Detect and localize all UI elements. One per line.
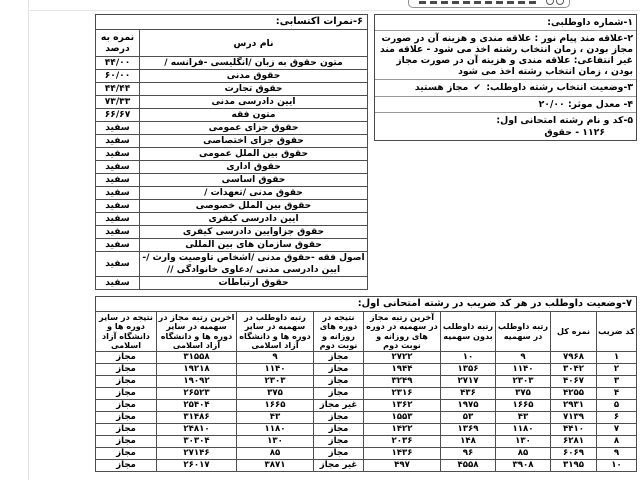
table-cell: ۱۹۰۹۲: [157, 376, 237, 388]
column-header: اخرین رتبه مجاز در سهمیه در سایر دوره ها و دانشگاه آزاد اسلامی: [157, 312, 237, 352]
candidate-number-label: ۱-شماره داوطلبی:: [547, 17, 633, 28]
column-header: رتبه داوطلب در سهمیه در سایر دوره ها و دانشگاه آزاد اسلامی: [237, 312, 314, 352]
table-cell: ۵۳: [441, 412, 496, 424]
table-cell: ۱۳۶۲: [364, 400, 441, 412]
table-cell: مجاز: [96, 412, 157, 424]
clipped-text-remnant: [419, 1, 539, 4]
table-cell: مجاز: [314, 412, 364, 424]
table-row: [96, 122, 368, 135]
table-cell: ۷۹۶۸: [551, 352, 597, 364]
coef-section-title: ۷-وضعیت داوطلب در هر کد ضریب در رشته امتحانی اول:: [95, 296, 637, 311]
table-cell: ۳۷۵: [237, 388, 314, 400]
table-cell: ۸: [597, 436, 637, 448]
table-cell: ۶۶/۶۷: [96, 109, 140, 122]
table-row: [96, 448, 637, 460]
table-cell: ۲۷۱۴۶: [157, 448, 237, 460]
table-cell: ۴۳: [237, 412, 314, 424]
table-cell: ۴۴/۰۰: [96, 57, 140, 70]
table-cell: ۲۳۰۳: [237, 376, 314, 388]
table-cell: ۴: [597, 388, 637, 400]
column-header: نمره به درصد: [96, 30, 140, 57]
table-cell: ۴۳۶: [441, 388, 496, 400]
table-cell: حقوق جزای عمومی: [140, 122, 368, 135]
table-cell: ۵: [597, 400, 637, 412]
table-row: [96, 376, 637, 388]
table-cell: مجاز: [314, 352, 364, 364]
table-cell: سفید: [96, 239, 140, 252]
table-cell: مجاز: [314, 424, 364, 436]
table-cell: ۱۳۶۹: [441, 424, 496, 436]
table-cell: سفید: [96, 213, 140, 226]
table-row: [96, 436, 637, 448]
table-cell: ۴۲۵۵: [551, 388, 597, 400]
table-cell: ۲۴۸۱۰: [157, 424, 237, 436]
first-field-row: [375, 112, 636, 140]
column-header: نمره کل: [551, 312, 597, 352]
table-cell: حقوق جزای اختصاصی: [140, 135, 368, 148]
table-cell: ۳۱۹۵: [551, 460, 597, 472]
table-row: [96, 57, 368, 70]
table-cell: سفید: [96, 252, 140, 277]
table-cell: ۲۳۱۶: [364, 388, 441, 400]
table-cell: ۷۱۳۹: [551, 412, 597, 424]
table-cell: ۱۳۵۶: [441, 364, 496, 376]
table-cell: ۱۹۷۵: [441, 400, 496, 412]
table-row: [96, 252, 368, 277]
gpa-row: ۴- معدل موثر: ۲۰/۰۰: [375, 96, 636, 112]
table-cell: ۲۷۱۷: [441, 376, 496, 388]
table-cell: ۳۰۴۲: [551, 364, 597, 376]
table-cell: ۲۶۵۲۳: [157, 388, 237, 400]
table-cell: مجاز: [314, 436, 364, 448]
table-cell: حقوق بین الملل عمومی: [140, 148, 368, 161]
table-row: [96, 213, 368, 226]
selection-status-row: [375, 79, 636, 96]
coef-table-body: [96, 352, 637, 472]
table-cell: حقوق تجارت: [140, 83, 368, 96]
scores-section: [95, 14, 368, 290]
table-cell: ایین دادرسی مدنی: [140, 96, 368, 109]
table-cell: ۱: [597, 352, 637, 364]
table-cell: ۳۱۵۵۸: [157, 352, 237, 364]
column-header: آخرین رتبه مجاز در سهمیه در دوره های روزانه و نوبت دوم: [364, 312, 441, 352]
table-row: [96, 277, 368, 290]
first-field-value: ۱۱۲۶ - حقوق: [544, 127, 605, 138]
table-row: [96, 161, 368, 174]
table-cell: مجاز: [96, 400, 157, 412]
table-row: [96, 70, 368, 83]
table-cell: ۲۶۰۱۷: [157, 460, 237, 472]
table-cell: حقوق بین الملل خصوصی: [140, 200, 368, 213]
table-cell: ۴۴/۴۴: [96, 83, 140, 96]
table-cell: ۱۰: [441, 352, 496, 364]
coef-header-row: [96, 312, 637, 352]
table-cell: مجاز: [314, 448, 364, 460]
info-panel: [374, 14, 637, 141]
table-cell: سفید: [96, 174, 140, 187]
table-row: [96, 109, 368, 122]
table-cell: ۱۴۲۲: [364, 424, 441, 436]
table-row: [96, 226, 368, 239]
table-cell: ۱۴۸: [441, 436, 496, 448]
table-row: [96, 83, 368, 96]
table-cell: سفید: [96, 135, 140, 148]
table-cell: ۴۹۷: [364, 460, 441, 472]
table-cell: ۲۵۴۰۴: [157, 400, 237, 412]
table-row: [96, 174, 368, 187]
table-cell: سفید: [96, 122, 140, 135]
table-cell: ۲۰۳۶: [364, 436, 441, 448]
table-cell: ایین دادرسی کیفری: [140, 213, 368, 226]
clipped-icon: [546, 0, 554, 5]
table-cell: ۴۰۶۷: [551, 376, 597, 388]
table-cell: ۳: [597, 376, 637, 388]
table-cell: غیر مجاز: [314, 460, 364, 472]
table-cell: ۳۸۷۱: [237, 460, 314, 472]
table-cell: ۹: [237, 352, 314, 364]
table-cell: مجاز: [96, 352, 157, 364]
table-cell: ۳۷۵: [496, 388, 551, 400]
table-cell: مجاز: [96, 376, 157, 388]
table-row: [96, 96, 368, 109]
table-cell: ۱۱۴۰: [496, 364, 551, 376]
table-cell: حقوق مدنی: [140, 70, 368, 83]
table-cell: ۱۴۳۶: [364, 448, 441, 460]
table-cell: ۱۶۶۵: [496, 400, 551, 412]
table-cell: ۱۹۴۴: [364, 364, 441, 376]
table-cell: سفید: [96, 226, 140, 239]
clipped-icon: [556, 0, 564, 5]
coef-section: [95, 296, 637, 472]
column-header: نام درس: [140, 30, 368, 57]
selection-status-value: مجاز هستید: [414, 82, 469, 93]
interest-note: ۲-علاقه مند پیام نور : علاقه مندی و هزینه آن در صورت مجاز بودن ، زمان انتخاب رشته اخذ می شود - علاقه مند غیر انتفاعی: علاقه مندی و هزینه آن در صورت مجاز بودن ، زمان انتخاب رشته اخذ می شود: [375, 30, 636, 79]
candidate-number-row: [375, 15, 636, 30]
scores-table-body: [96, 57, 368, 290]
table-cell: مجاز: [96, 448, 157, 460]
table-cell: سفید: [96, 148, 140, 161]
table-cell: مجاز: [96, 424, 157, 436]
table-cell: ۲۳۰۳: [496, 376, 551, 388]
page-left-rule: [28, 0, 29, 480]
table-cell: ۳۰۳۰۴: [157, 436, 237, 448]
table-cell: ۱۳۰: [237, 436, 314, 448]
table-cell: حقوق ارتباطات: [140, 277, 368, 290]
table-row: [96, 239, 368, 252]
checkmark-icon: ✔: [473, 83, 482, 93]
table-cell: ۷۳/۳۳: [96, 96, 140, 109]
table-cell: ۳۹۰۸: [496, 460, 551, 472]
table-cell: حقوق مدنی /تعهدات /: [140, 187, 368, 200]
first-field-label: ۵-کد و نام رشته امتحانی اول:: [496, 115, 633, 126]
table-cell: ۴۴۱۰: [551, 424, 597, 436]
table-cell: سفید: [96, 277, 140, 290]
table-cell: مجاز: [96, 436, 157, 448]
table-cell: ۱۱۴۰: [237, 364, 314, 376]
table-row: [96, 352, 637, 364]
table-cell: متون فقه: [140, 109, 368, 122]
table-cell: سفید: [96, 200, 140, 213]
table-cell: ۲: [597, 364, 637, 376]
table-row: [96, 148, 368, 161]
table-cell: مجاز: [96, 364, 157, 376]
table-cell: ۴۳: [496, 412, 551, 424]
table-cell: غیر مجاز: [314, 400, 364, 412]
table-row: [96, 135, 368, 148]
table-cell: ۱۳۰: [496, 436, 551, 448]
table-cell: مجاز: [314, 364, 364, 376]
table-cell: ۱۵۵۳: [364, 412, 441, 424]
table-cell: مجاز: [314, 388, 364, 400]
table-cell: ۹: [496, 352, 551, 364]
column-header: نتیجه در دوره های روزانه و نوبت دوم: [314, 312, 364, 352]
column-header: رتبه داوطلب در سهمیه: [496, 312, 551, 352]
scores-header-row: [96, 30, 368, 57]
table-cell: ۱۰: [597, 460, 637, 472]
table-cell: ۶۲۸۱: [551, 436, 597, 448]
table-cell: حقوق اداری: [140, 161, 368, 174]
table-cell: ۷: [597, 424, 637, 436]
table-cell: ۴۵۵۸: [441, 460, 496, 472]
table-row: [96, 364, 637, 376]
table-cell: سفید: [96, 161, 140, 174]
table-cell: ۶۰۶۹: [551, 448, 597, 460]
coef-table: [95, 311, 637, 472]
column-header: رتبه داوطلب بدون سهمیه: [441, 312, 496, 352]
selection-status-label: ۳-وضعیت انتخاب رشته داوطلب:: [486, 82, 633, 93]
table-cell: حقوق سازمان های بین المللی: [140, 239, 368, 252]
table-cell: ۶: [597, 412, 637, 424]
table-cell: اصول فقه -حقوق مدنی /اشخاص تاوصیت وارث /-ایین دادرسی مدنی /دعاوی خانوادگی //: [140, 252, 368, 277]
column-header: کد ضریب: [597, 312, 637, 352]
table-cell: ۱۱۸۰: [237, 424, 314, 436]
table-cell: حقوق جزاوایین دادرسی کیفری: [140, 226, 368, 239]
table-cell: ۳۱۴۸۶: [157, 412, 237, 424]
page-top-rule: [28, 10, 640, 11]
table-row: [96, 400, 637, 412]
table-cell: ۲۹۳۱: [551, 400, 597, 412]
table-cell: مجاز: [96, 388, 157, 400]
scores-table: [95, 29, 368, 290]
table-row: [96, 388, 637, 400]
table-cell: متون حقوق به زبان /انگلیسی -فرانسه /: [140, 57, 368, 70]
table-row: [96, 412, 637, 424]
table-cell: ۸۵: [237, 448, 314, 460]
table-cell: ۹۶: [441, 448, 496, 460]
table-cell: ۶۰/۰۰: [96, 70, 140, 83]
table-cell: ۱۶۶۵: [237, 400, 314, 412]
table-cell: مجاز: [314, 376, 364, 388]
column-header: نتیجه در سایر دوره ها و دانشگاه آزاد اسلامی: [96, 312, 157, 352]
table-row: [96, 187, 368, 200]
table-cell: ۸۵: [496, 448, 551, 460]
table-row: [96, 460, 637, 472]
table-cell: سفید: [96, 187, 140, 200]
clipped-top-element: [408, 0, 570, 8]
table-cell: حقوق اساسی: [140, 174, 368, 187]
scores-section-title: ۶-نمرات اکتسابی:: [95, 14, 368, 29]
table-cell: ۱۱۸۰: [496, 424, 551, 436]
table-cell: ۱۹۲۱۸: [157, 364, 237, 376]
table-row: [96, 200, 368, 213]
table-cell: مجاز: [96, 460, 157, 472]
table-cell: ۲۷۲۲: [364, 352, 441, 364]
table-cell: ۹: [597, 448, 637, 460]
table-row: [96, 424, 637, 436]
table-cell: ۳۲۴۹: [364, 376, 441, 388]
